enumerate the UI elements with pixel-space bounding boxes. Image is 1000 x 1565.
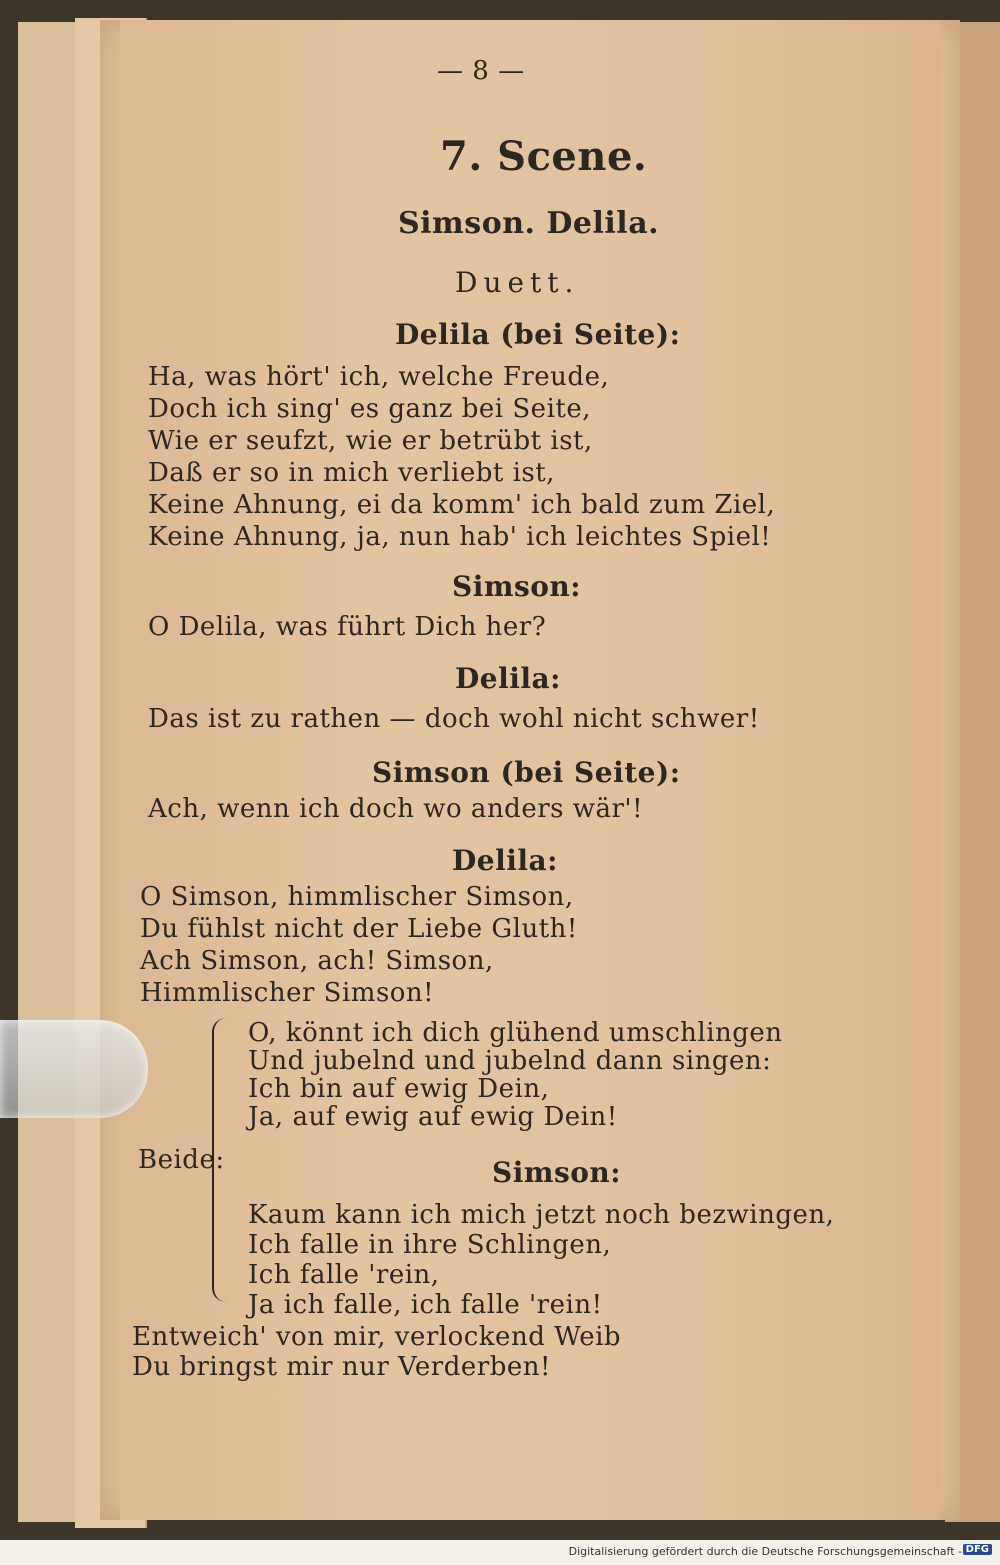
verse-line: Ja ich falle, ich falle 'rein! bbox=[248, 1290, 603, 1320]
page-number: — 8 — bbox=[437, 56, 525, 86]
verse-line: Ich falle 'rein, bbox=[248, 1260, 440, 1290]
verse-line: O Simson, himmlischer Simson, bbox=[140, 882, 574, 912]
verse-line: Entweich' von mir, verlockend Weib bbox=[132, 1322, 622, 1352]
verse-line: Ich falle in ihre Schlingen, bbox=[248, 1230, 612, 1260]
verse-line: Keine Ahnung, ei da komm' ich bald zum Ziel, bbox=[148, 490, 776, 520]
verse-line: Kaum kann ich mich jetzt noch bezwingen, bbox=[248, 1200, 835, 1230]
verse-line: O Delila, was führt Dich her? bbox=[148, 612, 547, 642]
speaker-label: Simson (bei Seite): bbox=[372, 756, 681, 789]
verse-line: Und jubelnd und jubelnd dann singen: bbox=[248, 1046, 772, 1076]
verse-line: Doch ich sing' es ganz bei Seite, bbox=[148, 394, 591, 424]
verse-line: Du bringst mir nur Verderben! bbox=[132, 1352, 551, 1382]
dfg-logo: DFG bbox=[963, 1544, 992, 1555]
speaker-label: Delila: bbox=[452, 844, 558, 877]
speaker-label: Delila: bbox=[455, 662, 561, 695]
beide-label: Beide: bbox=[138, 1145, 225, 1175]
persons-heading: Simson. Delila. bbox=[398, 206, 660, 241]
verse-line: Ja, auf ewig auf ewig Dein! bbox=[248, 1102, 618, 1132]
footer-credit: Digitalisierung gefördert durch die Deutsche Forschungsgemeinschaft - bbox=[568, 1545, 962, 1558]
speaker-label: Simson: bbox=[452, 570, 582, 603]
speaker-label: Simson: bbox=[492, 1156, 622, 1189]
verse-line: Himmlischer Simson! bbox=[140, 978, 435, 1008]
verse-line: Wie er seufzt, wie er betrübt ist, bbox=[148, 426, 593, 456]
footer-bar bbox=[0, 1540, 1000, 1565]
verse-line: Ich bin auf ewig Dein, bbox=[248, 1074, 550, 1104]
verse-line: O, könnt ich dich glühend umschlingen bbox=[248, 1018, 783, 1048]
verse-line: Das ist zu rathen — doch wohl nicht schwer! bbox=[148, 704, 760, 734]
section-title: Duett. bbox=[455, 266, 580, 299]
verse-line: Ha, was hört' ich, welche Freude, bbox=[148, 362, 610, 392]
clip-tab bbox=[0, 1020, 148, 1118]
verse-line: Ach, wenn ich doch wo anders wär'! bbox=[148, 794, 644, 824]
verse-line: Keine Ahnung, ja, nun hab' ich leichtes Spiel! bbox=[148, 522, 772, 552]
verse-line: Du fühlst nicht der Liebe Gluth! bbox=[140, 914, 578, 944]
speaker-label: Delila (bei Seite): bbox=[395, 318, 681, 351]
verse-line: Daß er so in mich verliebt ist, bbox=[148, 458, 555, 488]
scene-title: 7. Scene. bbox=[440, 133, 648, 180]
verse-line: Ach Simson, ach! Simson, bbox=[140, 946, 494, 976]
